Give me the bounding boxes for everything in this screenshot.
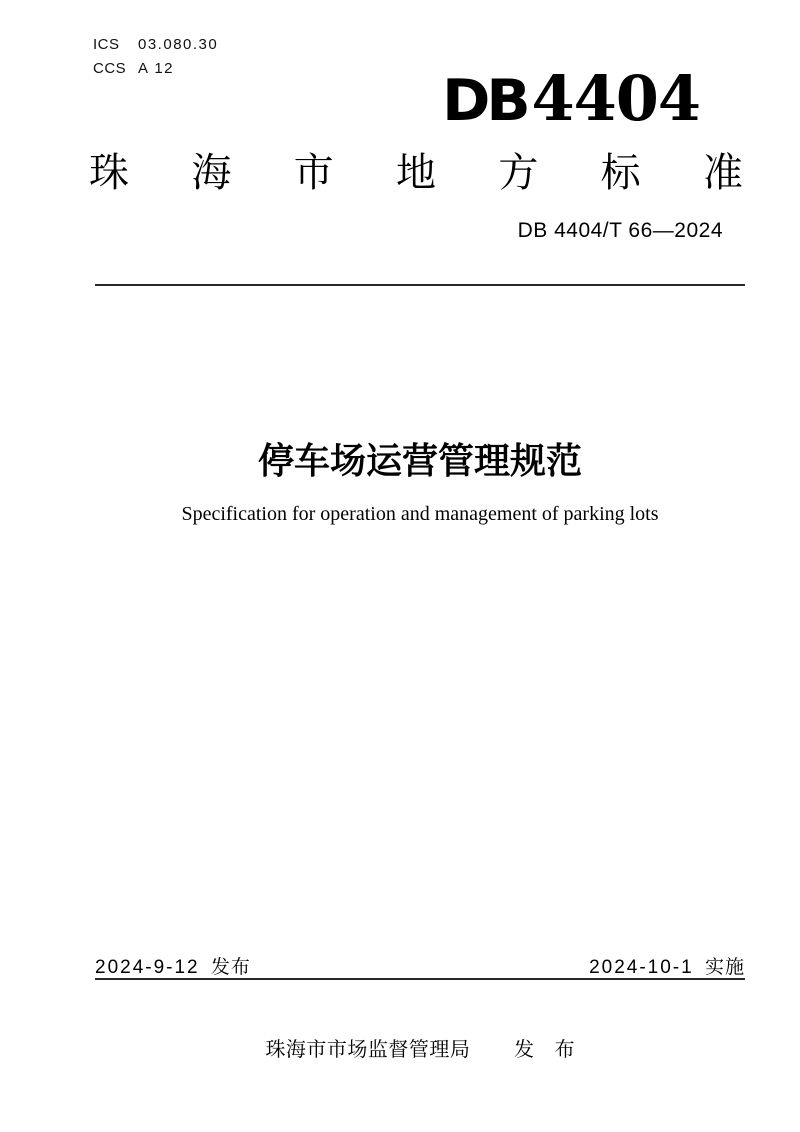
standard-type-char: 珠	[89, 151, 129, 195]
document-title-english: Specification for operation and management of parking lots	[181, 503, 659, 525]
implement-date-block	[589, 952, 745, 979]
publish-action-char: 发	[514, 1039, 534, 1061]
dates-row	[95, 952, 745, 979]
issue-date-block	[95, 952, 251, 979]
db4404-logo	[441, 62, 700, 135]
standard-type-char: 方	[498, 151, 539, 195]
ics-line	[93, 36, 218, 53]
implement-label: 实施	[704, 957, 745, 978]
classification-codes	[93, 36, 218, 84]
db-logo-number: 4404	[531, 62, 700, 135]
standard-type-char: 海	[191, 151, 232, 195]
db-logo-letters: DB	[441, 68, 527, 134]
standard-code: DB 4404/T 66—2024	[517, 219, 723, 242]
ics-label: ICS	[93, 36, 120, 53]
ics-value: 03.080.30	[138, 36, 219, 53]
issue-label: 发布	[210, 957, 251, 978]
publish-action-char: 布	[554, 1039, 575, 1061]
footer-divider-line	[95, 978, 745, 980]
standard-type-char: 地	[395, 151, 436, 195]
publisher-line	[95, 1033, 745, 1062]
implement-date: 2024-10-1	[589, 957, 694, 978]
standard-type-char: 准	[702, 151, 743, 195]
ccs-label: CCS	[93, 60, 127, 77]
issue-date: 2024-9-12	[95, 957, 200, 978]
standard-type-char: 市	[293, 151, 334, 195]
header-divider-line	[95, 284, 745, 286]
ccs-value: A 12	[138, 60, 175, 77]
standard-type-char: 标	[600, 151, 641, 195]
publisher-name: 珠海市市场监督管理局	[265, 1039, 471, 1061]
document-title-chinese: 停车场运营管理规范	[257, 440, 582, 481]
ccs-line	[93, 60, 218, 77]
standard-type-name	[89, 151, 743, 195]
